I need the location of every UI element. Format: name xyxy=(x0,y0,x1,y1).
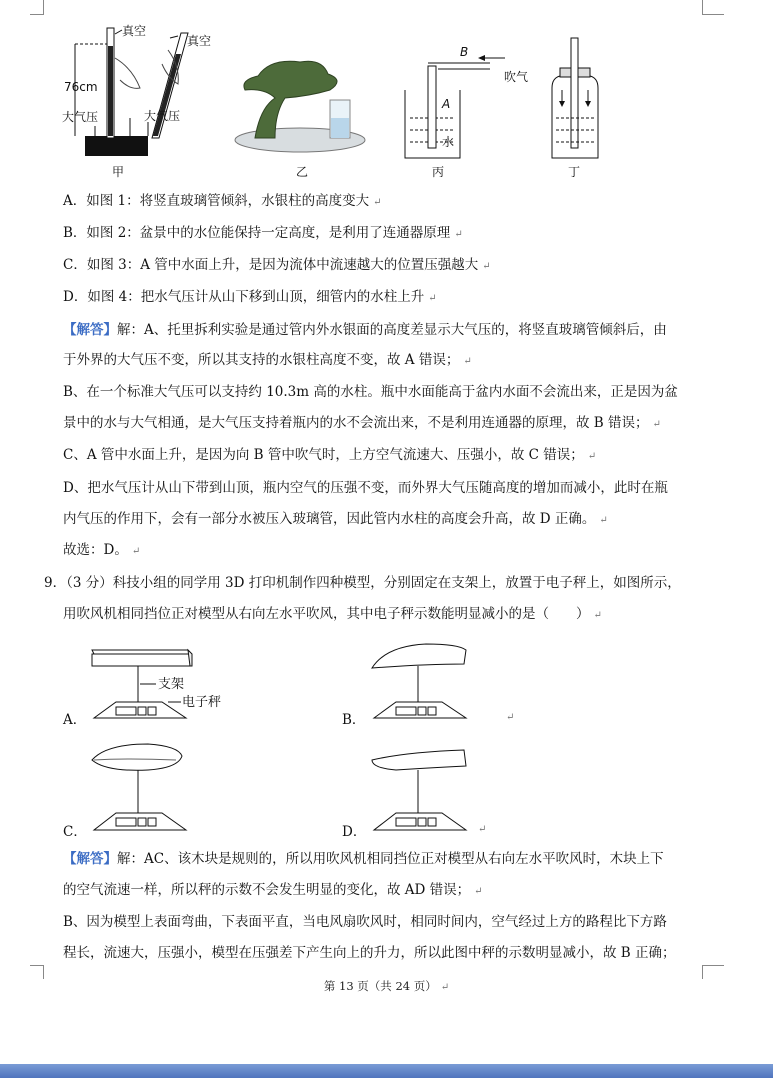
q8-answer-line-3: B、在一个标准大气压可以支持约 10.3m 高的水柱。瓶中水面能高于盆内水面不会流出来，正是因为盆 xyxy=(63,384,678,400)
option-a: A．如图 1：将竖直玻璃管倾斜，水银柱的高度变大 ↵ xyxy=(63,193,382,209)
q8-answer-line-7: 内气压的作用下，会有一部分水被压入玻璃管，因此管内水柱的高度会升高，故 D 正确。 ↵ xyxy=(63,511,608,527)
crop-mark-top-left-v xyxy=(43,0,44,14)
q9-row1-return: ↵ xyxy=(506,712,515,723)
q9-stem-line-1: 9．（3 分）科技小组的同学用 3D 打印机制作四种模型，分别固定在支架上，放置于电子秤上，如图所示， xyxy=(44,575,681,591)
answer-tag: 【解答】 xyxy=(63,322,117,338)
q9-stem-line-2: 用吹风机相同挡位正对模型从右向左水平吹风，其中电子秤示数能明显减小的是（ ） ↵ xyxy=(63,606,602,622)
label-atm-2: 大气压 xyxy=(144,109,181,123)
label-tube-b: B xyxy=(460,45,469,59)
answer-tag-2: 【解答】 xyxy=(63,851,117,867)
label-atm-1: 大气压 xyxy=(62,110,99,124)
q9-option-c-label: C． xyxy=(63,824,87,840)
crop-mark-bottom-left-h xyxy=(30,965,44,966)
crop-mark-top-right-h xyxy=(702,14,724,15)
q9-answer-line-4: 程长，流速大，压强小，模型在压强差下产生向上的升力，所以此图中秤的示数明显减小，故 B 正确； xyxy=(63,945,676,961)
q8-answer-line-4: 景中的水与大气相通，是大气压支持着瓶内的水不会流出来，不是利用连通器的原理，故 B 错误； ↵ xyxy=(63,415,661,431)
label-scale: 电子秤 xyxy=(182,695,222,710)
crop-mark-top-left-h xyxy=(30,14,44,15)
bonsai-diagram xyxy=(235,61,365,179)
q8-answer-line-2: 于外界的大气压不变，所以其支持的水银柱高度不变，故 A 错误； ↵ xyxy=(63,352,472,368)
option-d: D．如图 4：把水气压计从山下移到山顶，细管内的水柱上升 ↵ xyxy=(63,289,437,305)
caption-bing: 丙 xyxy=(432,165,445,179)
label-tube-a: A xyxy=(442,97,451,111)
q9-row2-return: ↵ xyxy=(478,824,487,835)
q8-answer-line-5: C、A 管中水面上升，是因为向 B 管中吹气时，上方空气流速大、压强小，故 C 错误； ↵ xyxy=(63,447,597,463)
label-blow: 吹气 xyxy=(504,70,529,84)
crop-mark-top-right-v xyxy=(702,0,703,14)
q8-answer-line-1: 【解答】解：A、托里拆利实验是通过管内外水银面的高度差显示大气压的，将竖直玻璃管倾斜后，由 xyxy=(63,322,667,338)
option-c: C．如图 3：A 管中水面上升，是因为流体中流速越大的位置压强越大 ↵ xyxy=(63,257,491,273)
q9-option-d-label: D． xyxy=(342,824,367,840)
page-footer: 第 13 页（共 24 页） ↵ xyxy=(323,979,450,993)
caption-jia: 甲 xyxy=(112,165,125,179)
label-support: 支架 xyxy=(158,677,185,692)
torricelli-diagram xyxy=(62,23,211,179)
label-vacuum-2: 真空 xyxy=(187,34,212,48)
q9-answer-line-1: 【解答】解：AC、该木块是规则的，所以用吹风机相同挡位正对模型从右向左水平吹风时，木块上下 xyxy=(63,851,664,867)
crop-mark-bottom-right-h xyxy=(702,965,724,966)
q9-figure-b xyxy=(366,640,486,722)
caption-ding: 丁 xyxy=(568,165,581,179)
crop-mark-bottom-right-v xyxy=(702,965,703,979)
blowing-tube-diagram xyxy=(405,45,528,179)
q9-figure-a xyxy=(86,640,256,722)
q9-answer-line-2: 的空气流速一样，所以秤的示数不会发生明显的变化，故 AD 错误； ↵ xyxy=(63,882,483,898)
label-76cm: 76cm xyxy=(64,80,98,94)
label-vacuum-1: 真空 xyxy=(122,24,147,38)
q9-figure-c xyxy=(86,740,206,835)
q9-option-b-label: B． xyxy=(342,712,366,728)
q8-answer-line-8: 故选：D。 ↵ xyxy=(63,542,141,558)
window-bottom-bar xyxy=(0,1064,773,1078)
crop-mark-bottom-left-v xyxy=(43,965,44,979)
q8-answer-line-6: D、把水气压计从山下带到山顶，瓶内空气的压强不变，而外界大气压随高度的增加而减小，此时在瓶 xyxy=(63,480,668,496)
q8-figure xyxy=(60,18,620,183)
label-water: 水 xyxy=(442,135,455,149)
q9-option-a-label: A． xyxy=(63,712,87,728)
q9-answer-line-3: B、因为模型上表面弯曲，下表面平直，当电风扇吹风时，相同时间内，空气经过上方的路程比下方路 xyxy=(63,914,667,930)
bottle-barometer-diagram xyxy=(552,38,598,179)
option-b: B．如图 2：盆景中的水位能保持一定高度，是利用了连通器原理 ↵ xyxy=(63,225,463,241)
caption-yi: 乙 xyxy=(296,165,309,179)
q9-figure-d xyxy=(366,740,486,835)
